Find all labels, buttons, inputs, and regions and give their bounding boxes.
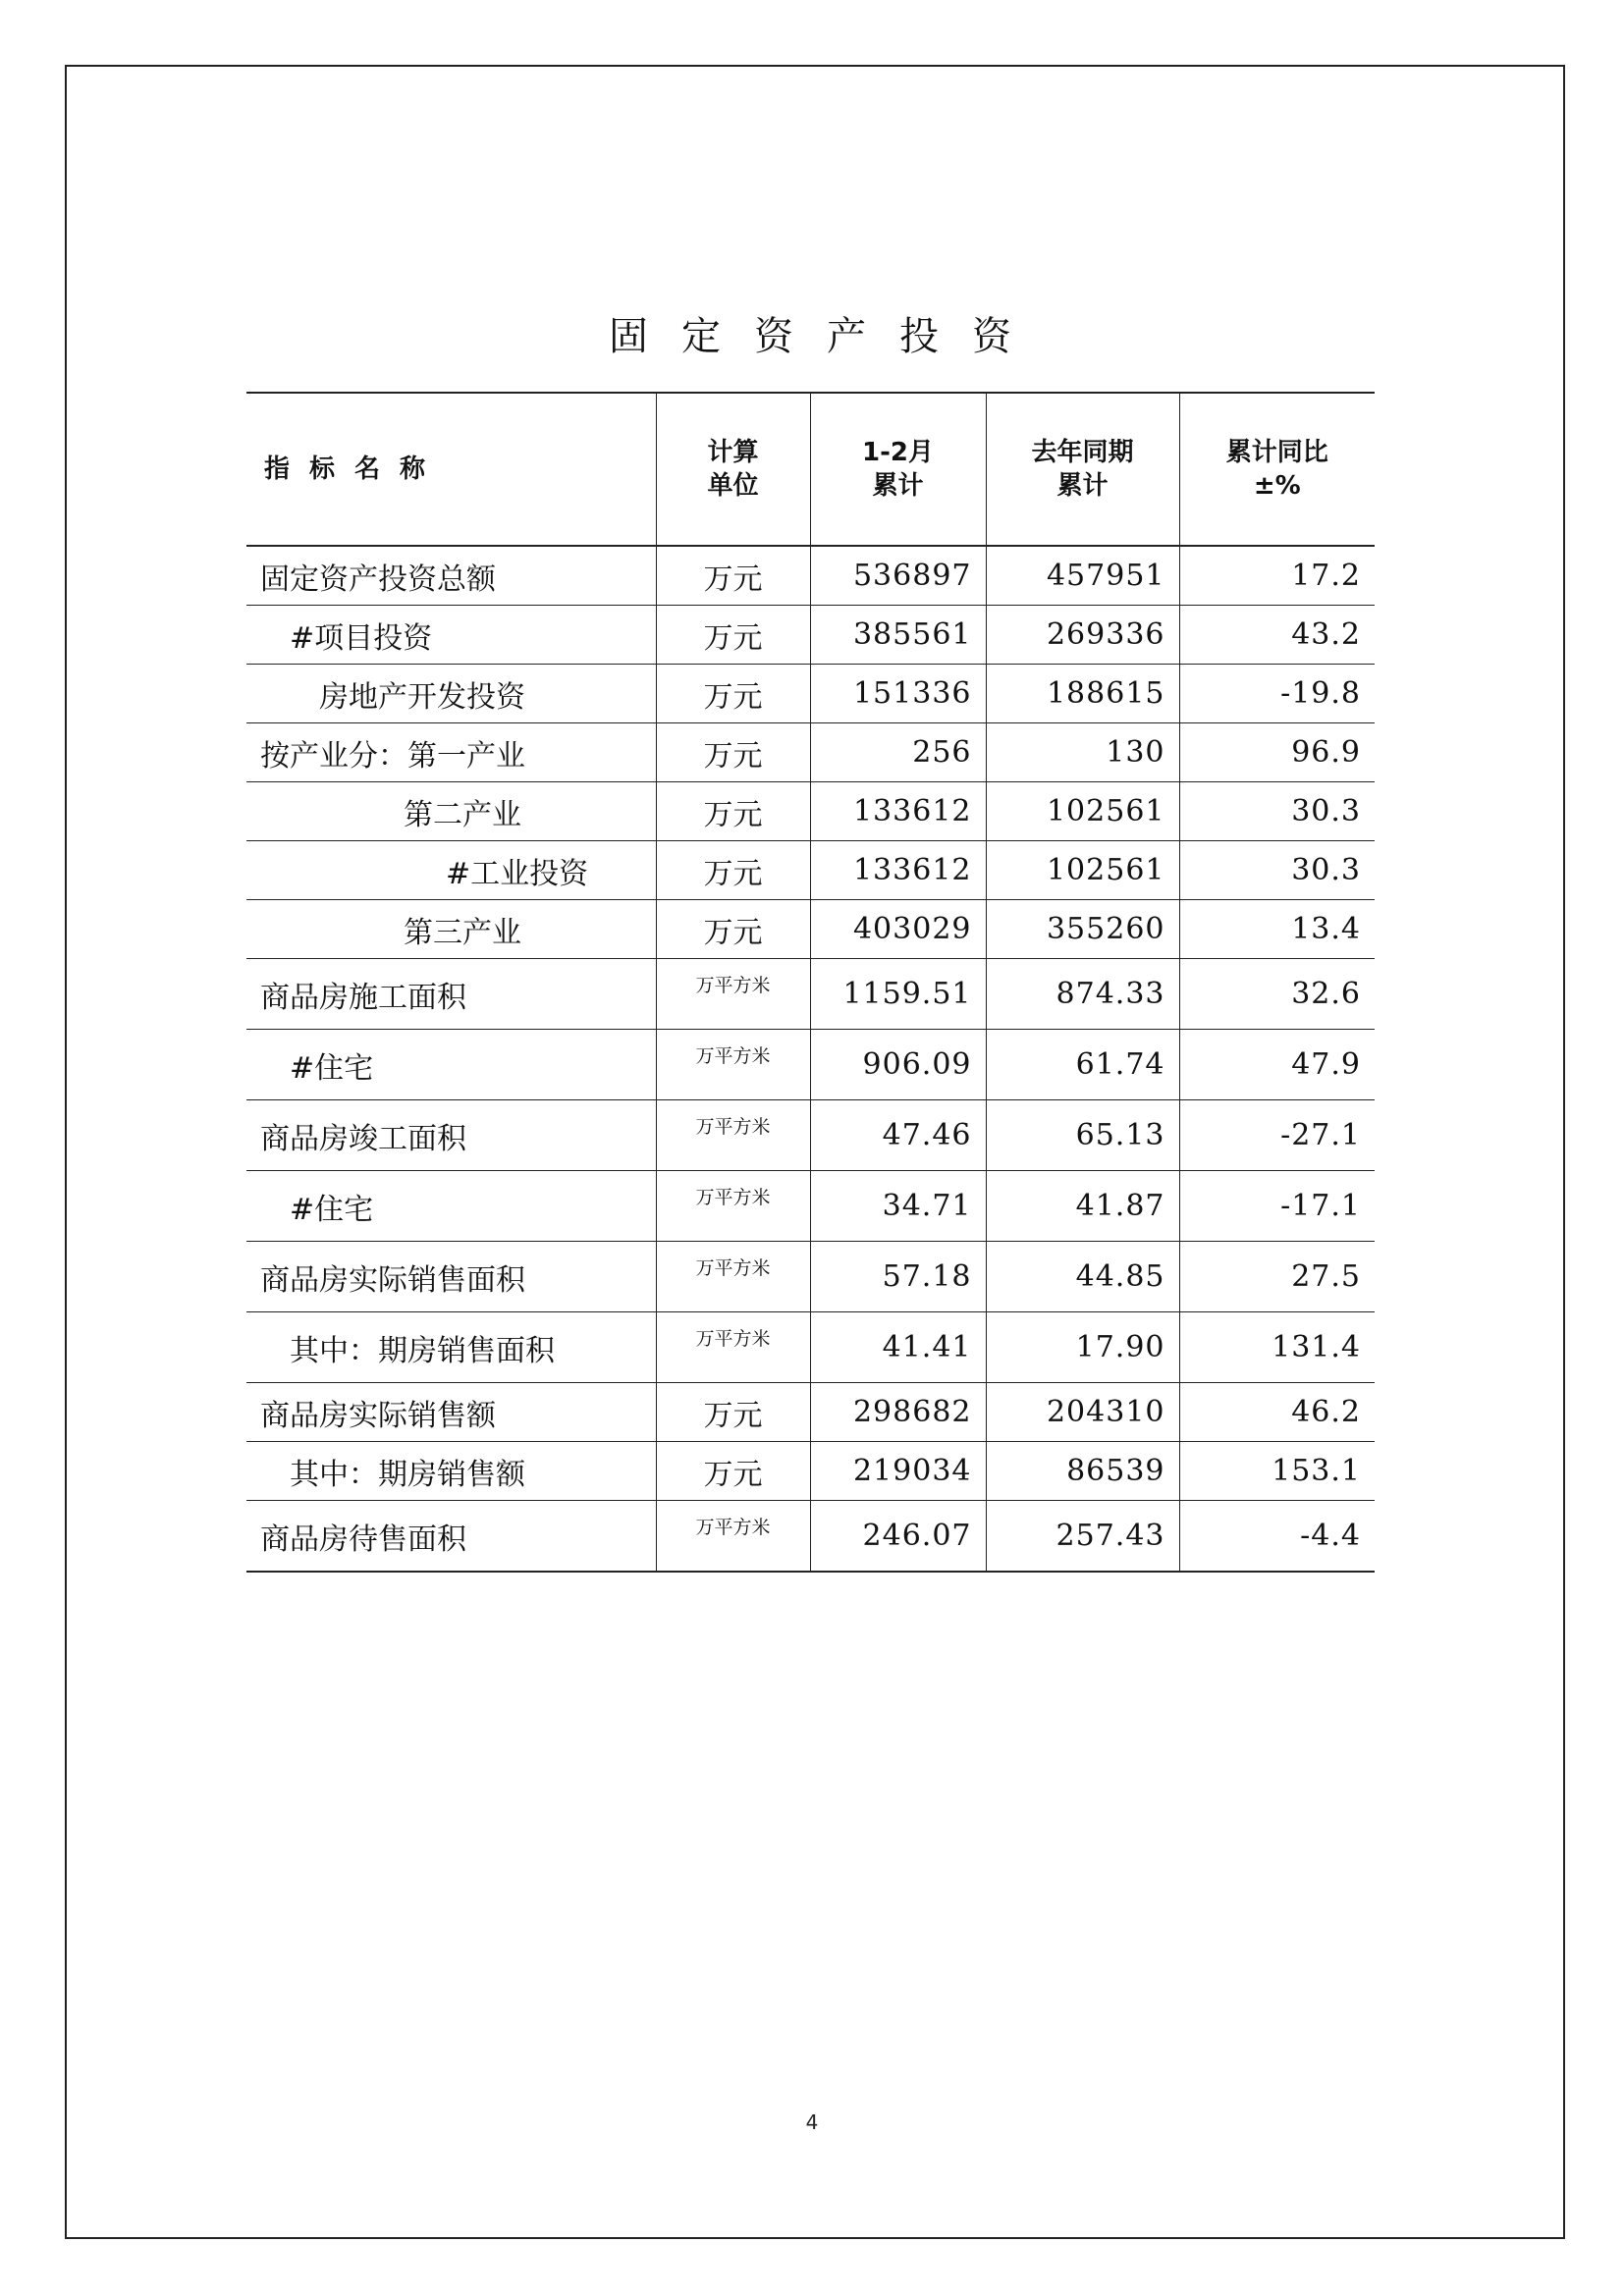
row-name: 固定资产投资总额: [246, 546, 656, 606]
row-previous: 41.87: [986, 1171, 1179, 1242]
table-row: [246, 1030, 1375, 1100]
header-unit-line1: 计算: [707, 438, 759, 467]
row-current: 298682: [810, 1383, 986, 1442]
header-current-line2: 累计: [872, 471, 924, 501]
table-row: [246, 1501, 1375, 1573]
row-previous: 86539: [986, 1442, 1179, 1501]
row-change: 43.2: [1179, 606, 1375, 665]
row-unit: 万元: [656, 606, 810, 665]
page-number: 4: [805, 2110, 819, 2134]
header-change: [1179, 393, 1375, 546]
row-previous: 130: [986, 723, 1179, 782]
row-change: 17.2: [1179, 546, 1375, 606]
header-previous-line2: 累计: [1056, 471, 1109, 501]
table-row: [246, 782, 1375, 841]
row-change: 153.1: [1179, 1442, 1375, 1501]
row-name: 按产业分：第一产业: [246, 723, 656, 782]
row-name: #住宅: [246, 1171, 656, 1242]
row-unit: 万元: [656, 546, 810, 606]
row-unit: 万元: [656, 841, 810, 900]
table-row: [246, 723, 1375, 782]
row-name: 商品房竣工面积: [246, 1100, 656, 1171]
row-current: 57.18: [810, 1242, 986, 1312]
table-row: [246, 1171, 1375, 1242]
row-current: 41.41: [810, 1312, 986, 1383]
row-current: 536897: [810, 546, 986, 606]
header-unit: [656, 393, 810, 546]
row-unit: 万平方米: [656, 1312, 810, 1383]
row-name: 商品房施工面积: [246, 959, 656, 1030]
row-name: 其中：期房销售额: [246, 1442, 656, 1501]
row-change: -4.4: [1179, 1501, 1375, 1573]
row-change: 30.3: [1179, 841, 1375, 900]
row-change: 30.3: [1179, 782, 1375, 841]
table-row: [246, 959, 1375, 1030]
row-unit: 万平方米: [656, 1242, 810, 1312]
row-change: -17.1: [1179, 1171, 1375, 1242]
row-change: 47.9: [1179, 1030, 1375, 1100]
table-row: [246, 1383, 1375, 1442]
table-header-row: [246, 393, 1375, 546]
table-row: [246, 900, 1375, 959]
row-current: 151336: [810, 665, 986, 723]
row-current: 219034: [810, 1442, 986, 1501]
header-previous: [986, 393, 1179, 546]
row-unit: 万元: [656, 900, 810, 959]
row-previous: 61.74: [986, 1030, 1179, 1100]
table-row: [246, 841, 1375, 900]
row-unit: 万平方米: [656, 1100, 810, 1171]
row-name: #项目投资: [246, 606, 656, 665]
row-name: 其中：期房销售面积: [246, 1312, 656, 1383]
row-current: 403029: [810, 900, 986, 959]
row-unit: 万元: [656, 665, 810, 723]
row-previous: 65.13: [986, 1100, 1179, 1171]
row-change: 131.4: [1179, 1312, 1375, 1383]
row-previous: 457951: [986, 546, 1179, 606]
table-row: [246, 546, 1375, 606]
row-previous: 269336: [986, 606, 1179, 665]
row-change: -27.1: [1179, 1100, 1375, 1171]
row-unit: 万元: [656, 1383, 810, 1442]
row-previous: 17.90: [986, 1312, 1179, 1383]
row-current: 133612: [810, 782, 986, 841]
table-row: [246, 665, 1375, 723]
row-current: 47.46: [810, 1100, 986, 1171]
header-current: [810, 393, 986, 546]
row-previous: 204310: [986, 1383, 1179, 1442]
header-current-line1: 1-2月: [862, 438, 934, 467]
page-title: 固定资产投资: [609, 314, 1045, 359]
row-name: #工业投资: [246, 841, 656, 900]
row-name: 第二产业: [246, 782, 656, 841]
header-unit-line2: 单位: [707, 471, 759, 501]
table-row: [246, 1442, 1375, 1501]
table-row: [246, 606, 1375, 665]
row-unit: 万平方米: [656, 1030, 810, 1100]
table-row: [246, 1100, 1375, 1171]
row-name: 商品房待售面积: [246, 1501, 656, 1573]
row-name: 第三产业: [246, 900, 656, 959]
row-change: -19.8: [1179, 665, 1375, 723]
row-current: 246.07: [810, 1501, 986, 1573]
row-previous: 102561: [986, 841, 1179, 900]
row-change: 27.5: [1179, 1242, 1375, 1312]
row-current: 906.09: [810, 1030, 986, 1100]
row-previous: 102561: [986, 782, 1179, 841]
row-current: 34.71: [810, 1171, 986, 1242]
row-previous: 355260: [986, 900, 1179, 959]
header-indicator-name: 指标名称: [246, 393, 656, 546]
row-name: 商品房实际销售额: [246, 1383, 656, 1442]
header-previous-line1: 去年同期: [1031, 438, 1134, 467]
row-previous: 188615: [986, 665, 1179, 723]
header-change-line2: ±%: [1253, 471, 1301, 501]
row-previous: 257.43: [986, 1501, 1179, 1573]
row-unit: 万平方米: [656, 1501, 810, 1573]
row-current: 133612: [810, 841, 986, 900]
row-current: 256: [810, 723, 986, 782]
row-previous: 874.33: [986, 959, 1179, 1030]
row-previous: 44.85: [986, 1242, 1179, 1312]
row-unit: 万平方米: [656, 1171, 810, 1242]
row-current: 1159.51: [810, 959, 986, 1030]
investment-table: [246, 392, 1375, 1573]
row-change: 32.6: [1179, 959, 1375, 1030]
row-change: 46.2: [1179, 1383, 1375, 1442]
row-current: 385561: [810, 606, 986, 665]
row-unit: 万元: [656, 1442, 810, 1501]
table-row: [246, 1242, 1375, 1312]
row-name: 商品房实际销售面积: [246, 1242, 656, 1312]
row-unit: 万平方米: [656, 959, 810, 1030]
row-change: 96.9: [1179, 723, 1375, 782]
row-name: 房地产开发投资: [246, 665, 656, 723]
header-change-line1: 累计同比: [1225, 438, 1328, 467]
row-change: 13.4: [1179, 900, 1375, 959]
table-row: [246, 1312, 1375, 1383]
row-unit: 万元: [656, 723, 810, 782]
row-name: #住宅: [246, 1030, 656, 1100]
row-unit: 万元: [656, 782, 810, 841]
